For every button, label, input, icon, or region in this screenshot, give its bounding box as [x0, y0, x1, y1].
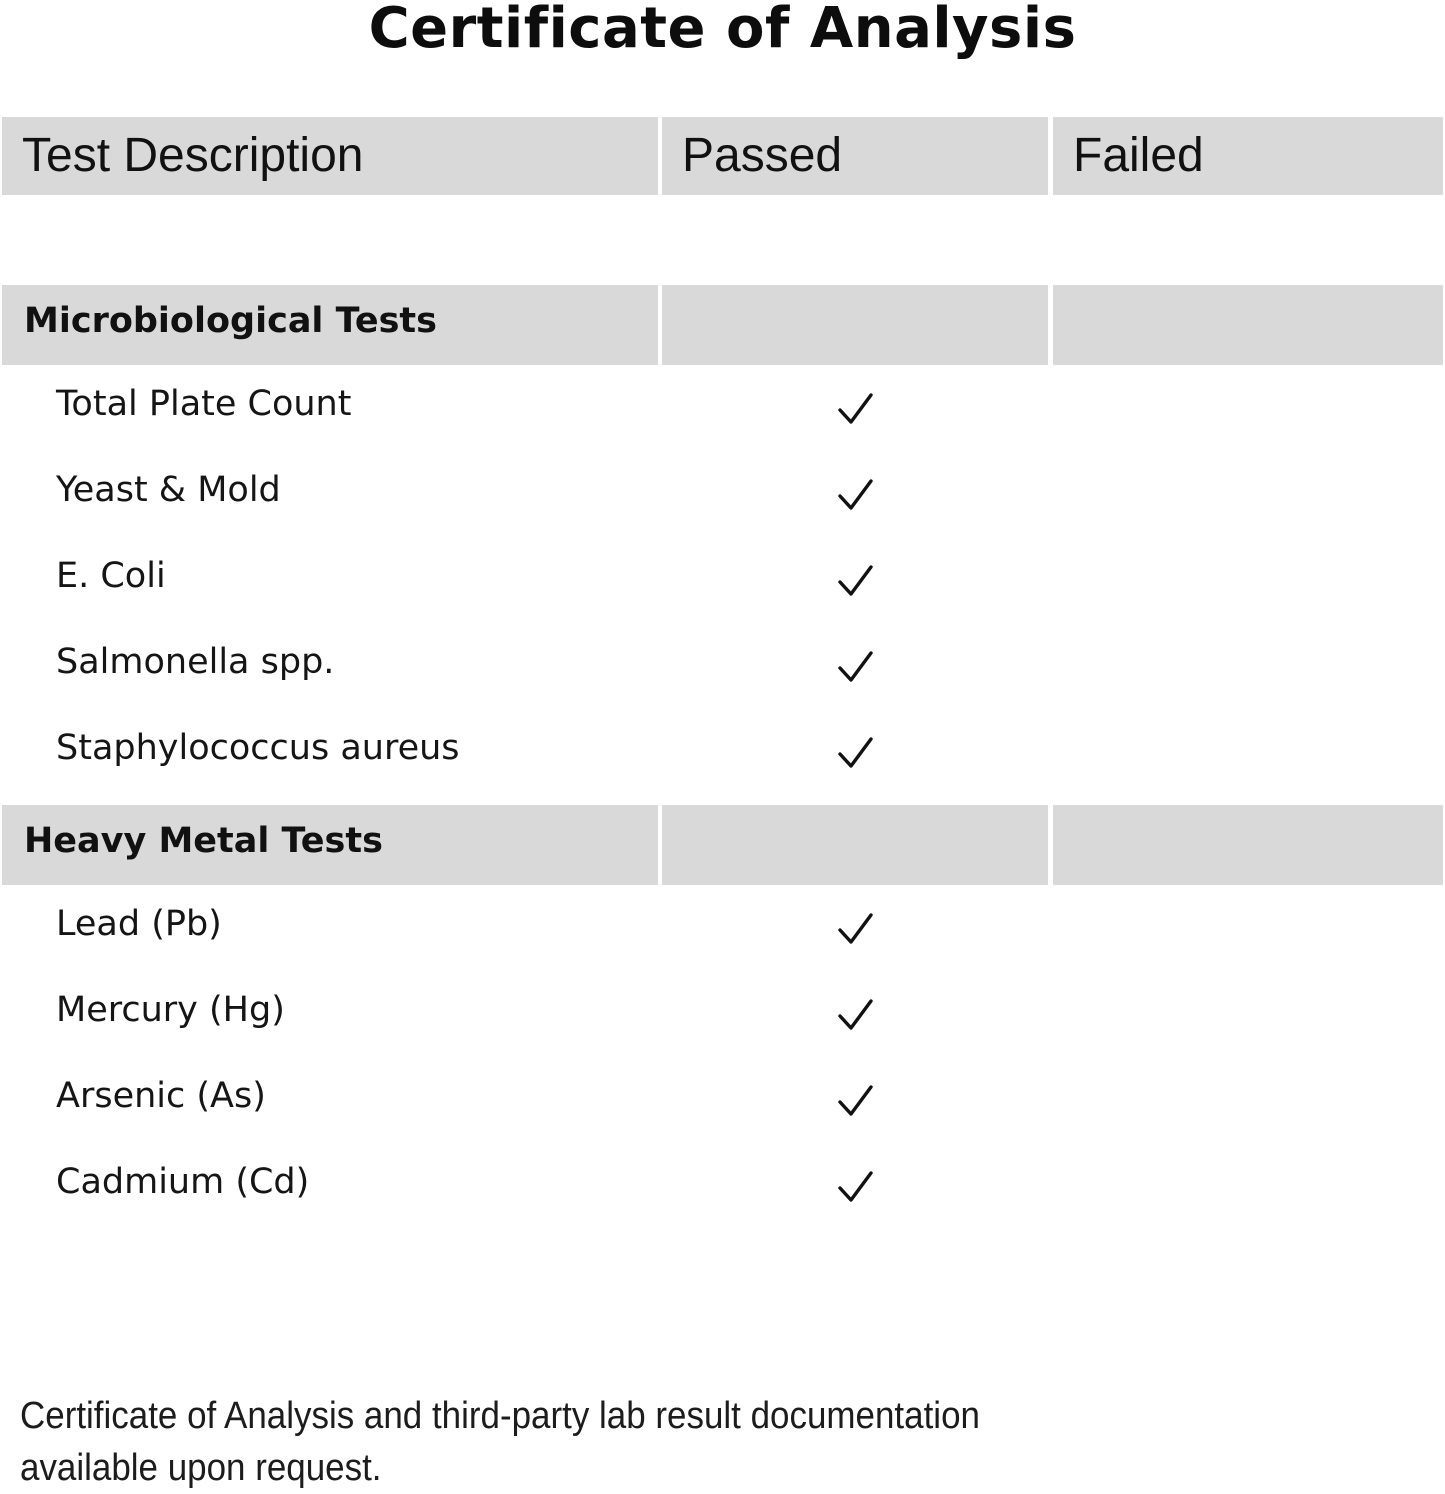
column-header-passed: Passed [682, 129, 843, 182]
column-header-failed: Failed [1073, 129, 1204, 182]
header-cell-passed [662, 117, 1048, 195]
checkmark-icon [836, 996, 874, 1034]
test-name: Salmonella spp. [56, 642, 335, 682]
test-name: Yeast & Mold [56, 470, 281, 510]
page-title: Certificate of Analysis [368, 0, 1077, 61]
section-cell-failed [1053, 285, 1443, 365]
table-row [0, 974, 1445, 1060]
section-header-microbiological [0, 285, 1445, 365]
test-name: Cadmium (Cd) [56, 1162, 310, 1202]
section-cell-passed [662, 805, 1048, 885]
test-name: Total Plate Count [56, 384, 352, 424]
checkmark-icon [836, 648, 874, 686]
section-cell-failed [1053, 805, 1443, 885]
footer-line-2: available upon request. [20, 1447, 382, 1489]
section-cell-label [2, 805, 658, 885]
table-row [0, 540, 1445, 626]
checkmark-icon [836, 390, 874, 428]
checkmark-icon [836, 562, 874, 600]
table-row [0, 712, 1445, 798]
checkmark-icon [836, 1168, 874, 1206]
table-row [0, 888, 1445, 974]
section-cell-label [2, 285, 658, 365]
table-row [0, 1146, 1445, 1232]
section-title: Heavy Metal Tests [24, 821, 383, 861]
table-row [0, 1060, 1445, 1146]
test-name: Lead (Pb) [56, 904, 222, 944]
test-name: E. Coli [56, 556, 166, 596]
test-name: Mercury (Hg) [56, 990, 285, 1030]
section-header-heavy-metal [0, 805, 1445, 885]
header-cell-description [2, 117, 658, 195]
checkmark-icon [836, 734, 874, 772]
table-header [0, 117, 1445, 195]
section-title: Microbiological Tests [24, 301, 437, 341]
footer-note [20, 1390, 1032, 1494]
checkmark-icon [836, 476, 874, 514]
table-row [0, 368, 1445, 454]
table-row [0, 626, 1445, 712]
section-cell-passed [662, 285, 1048, 365]
column-header-test-description: Test Description [22, 129, 364, 182]
header-cell-failed [1053, 117, 1443, 195]
test-name: Staphylococcus aureus [56, 728, 460, 768]
test-name: Arsenic (As) [56, 1076, 266, 1116]
checkmark-icon [836, 1082, 874, 1120]
footer-line-1: Certificate of Analysis and third-party lab result documentation [20, 1395, 980, 1437]
table-row [0, 454, 1445, 540]
checkmark-icon [836, 910, 874, 948]
